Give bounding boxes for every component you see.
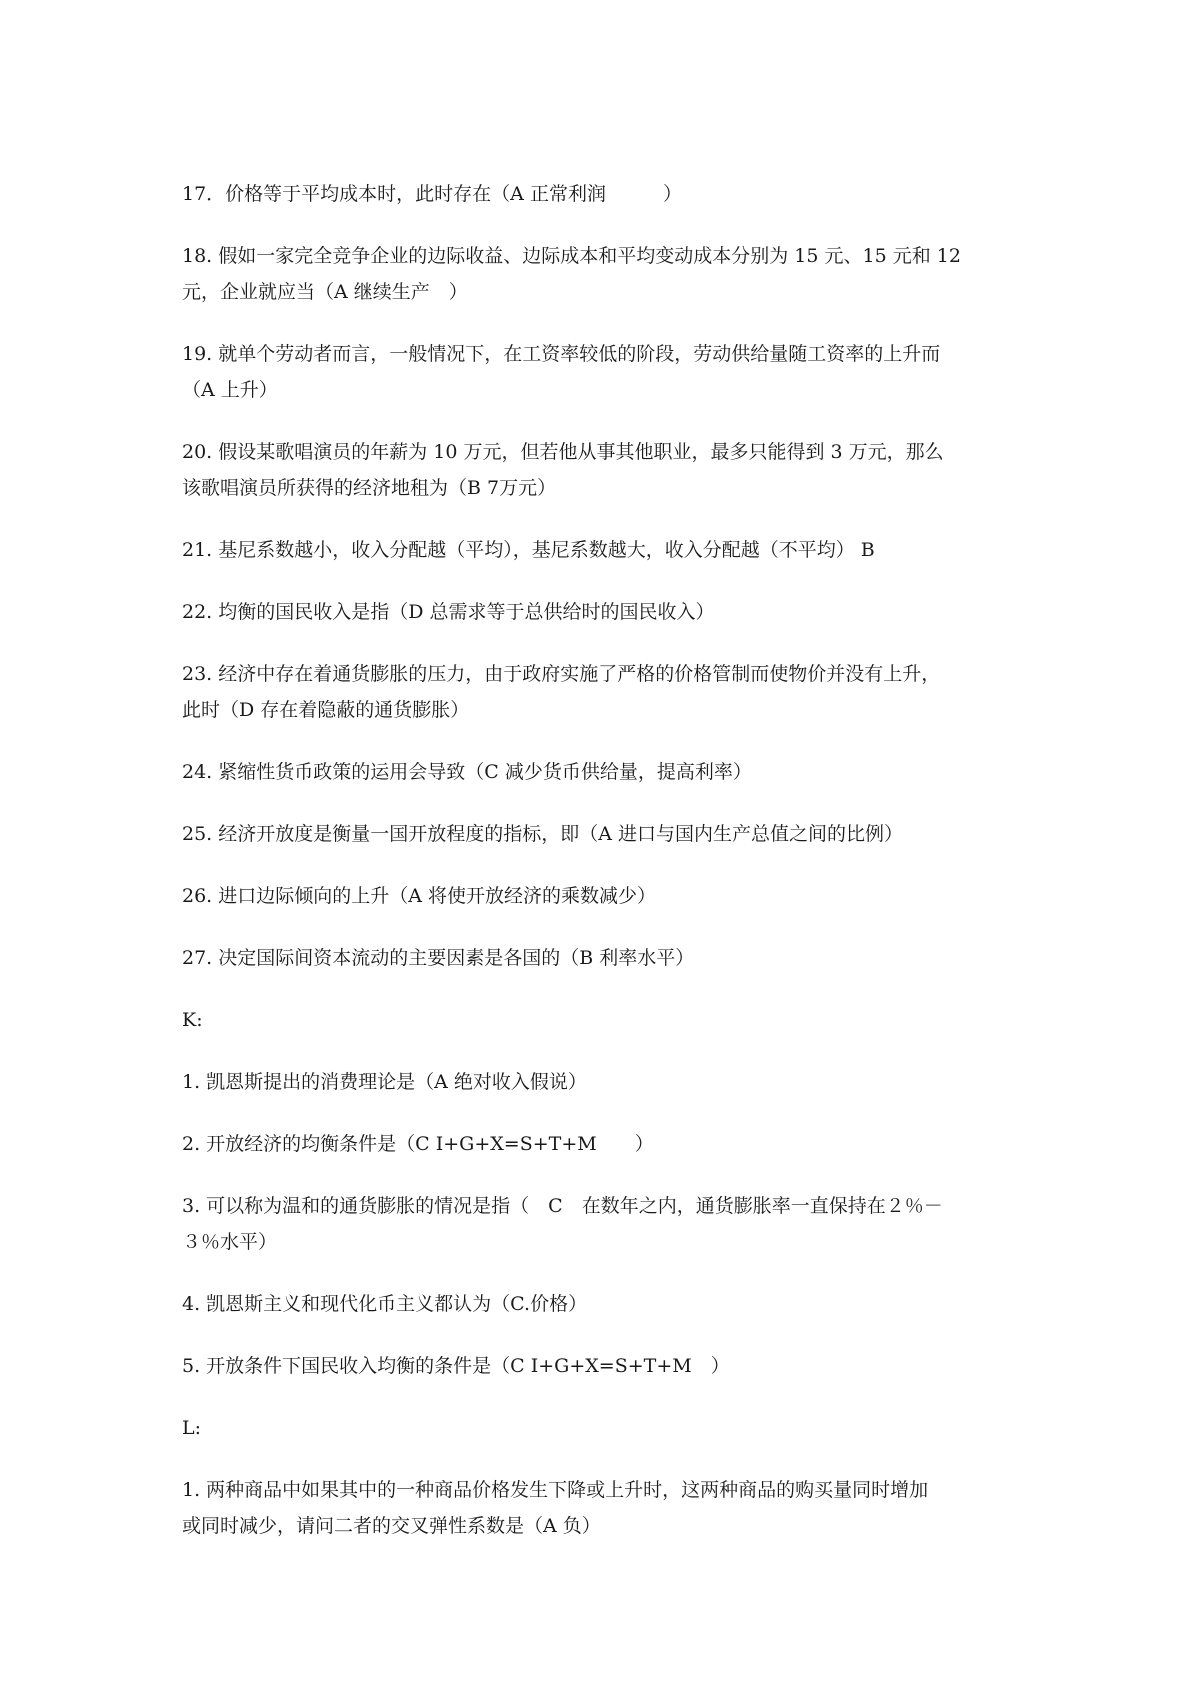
question-paragraph [182, 532, 1022, 568]
question-paragraph [182, 176, 1022, 212]
text-line: 26. 进口边际倾向的上升（A 将使开放经济的乘数减少） [182, 885, 657, 907]
text-line: 21. 基尼系数越小，收入分配越（平均），基尼系数越大，收入分配越（不平均） B [182, 539, 875, 561]
question-paragraph [182, 1410, 1022, 1446]
question-paragraph [182, 1472, 1022, 1544]
question-paragraph [182, 1348, 1022, 1384]
text-line: 该歌唱演员所获得的经济地租为（B 7万元） [182, 477, 557, 499]
question-paragraph [182, 1002, 1022, 1038]
text-line: L: [182, 1417, 202, 1439]
text-line: 27. 决定国际间资本流动的主要因素是各国的（B 利率水平） [182, 947, 695, 969]
text-line: 1. 凯恩斯提出的消费理论是（A 绝对收入假说） [182, 1071, 587, 1093]
text-line: 25. 经济开放度是衡量一国开放程度的指标，即（A 进口与国内生产总值之间的比例） [182, 823, 904, 845]
text-line: （A 上升） [182, 379, 278, 401]
text-line: 18. 假如一家完全竞争企业的边际收益、边际成本和平均变动成本分别为 15 元、15 元和 12 [182, 245, 961, 267]
question-paragraph [182, 816, 1022, 852]
question-paragraph [182, 1126, 1022, 1162]
text-line: 22. 均衡的国民收入是指（D 总需求等于总供给时的国民收入） [182, 601, 715, 623]
text-line: 或同时减少，请问二者的交叉弹性系数是（A 负） [182, 1515, 601, 1537]
text-line: 1. 两种商品中如果其中的一种商品价格发生下降或上升时，这两种商品的购买量同时增加 [182, 1479, 929, 1501]
text-line: ３％水平） [182, 1231, 278, 1253]
question-paragraph [182, 656, 1022, 728]
question-paragraph [182, 336, 1022, 408]
question-paragraph [182, 594, 1022, 630]
question-paragraph [182, 434, 1022, 506]
text-line: 元，企业就应当（A 继续生产 ） [182, 281, 468, 303]
question-paragraph [182, 754, 1022, 790]
text-line: 24. 紧缩性货币政策的运用会导致（C 减少货币供给量，提高利率） [182, 761, 752, 783]
question-paragraph [182, 878, 1022, 914]
text-line: 17．价格等于平均成本时，此时存在（A 正常利润 ） [182, 183, 682, 205]
text-line: 23. 经济中存在着通货膨胀的压力，由于政府实施了严格的价格管制而使物价并没有上升， [182, 663, 941, 685]
document-body [182, 176, 1022, 1570]
question-paragraph [182, 1286, 1022, 1322]
question-paragraph [182, 238, 1022, 310]
text-line: 5. 开放条件下国民收入均衡的条件是（C I+G+X=S+T+M ） [182, 1355, 730, 1377]
text-line: 2. 开放经济的均衡条件是（C I+G+X=S+T+M ） [182, 1133, 654, 1155]
text-line: 4. 凯恩斯主义和现代化币主义都认为（C.价格） [182, 1293, 588, 1315]
question-paragraph [182, 940, 1022, 976]
text-line: 20. 假设某歌唱演员的年薪为 10 万元，但若他从事其他职业，最多只能得到 3 万元，那么 [182, 441, 944, 463]
text-line: K: [182, 1009, 203, 1031]
question-paragraph [182, 1064, 1022, 1100]
text-line: 此时（D 存在着隐蔽的通货膨胀） [182, 699, 470, 721]
question-paragraph [182, 1188, 1022, 1260]
text-line: 3. 可以称为温和的通货膨胀的情况是指（ C 在数年之内，通货膨胀率一直保持在２％－ [182, 1195, 943, 1217]
text-line: 19. 就单个劳动者而言，一般情况下，在工资率较低的阶段，劳动供给量随工资率的上升而 [182, 343, 941, 365]
